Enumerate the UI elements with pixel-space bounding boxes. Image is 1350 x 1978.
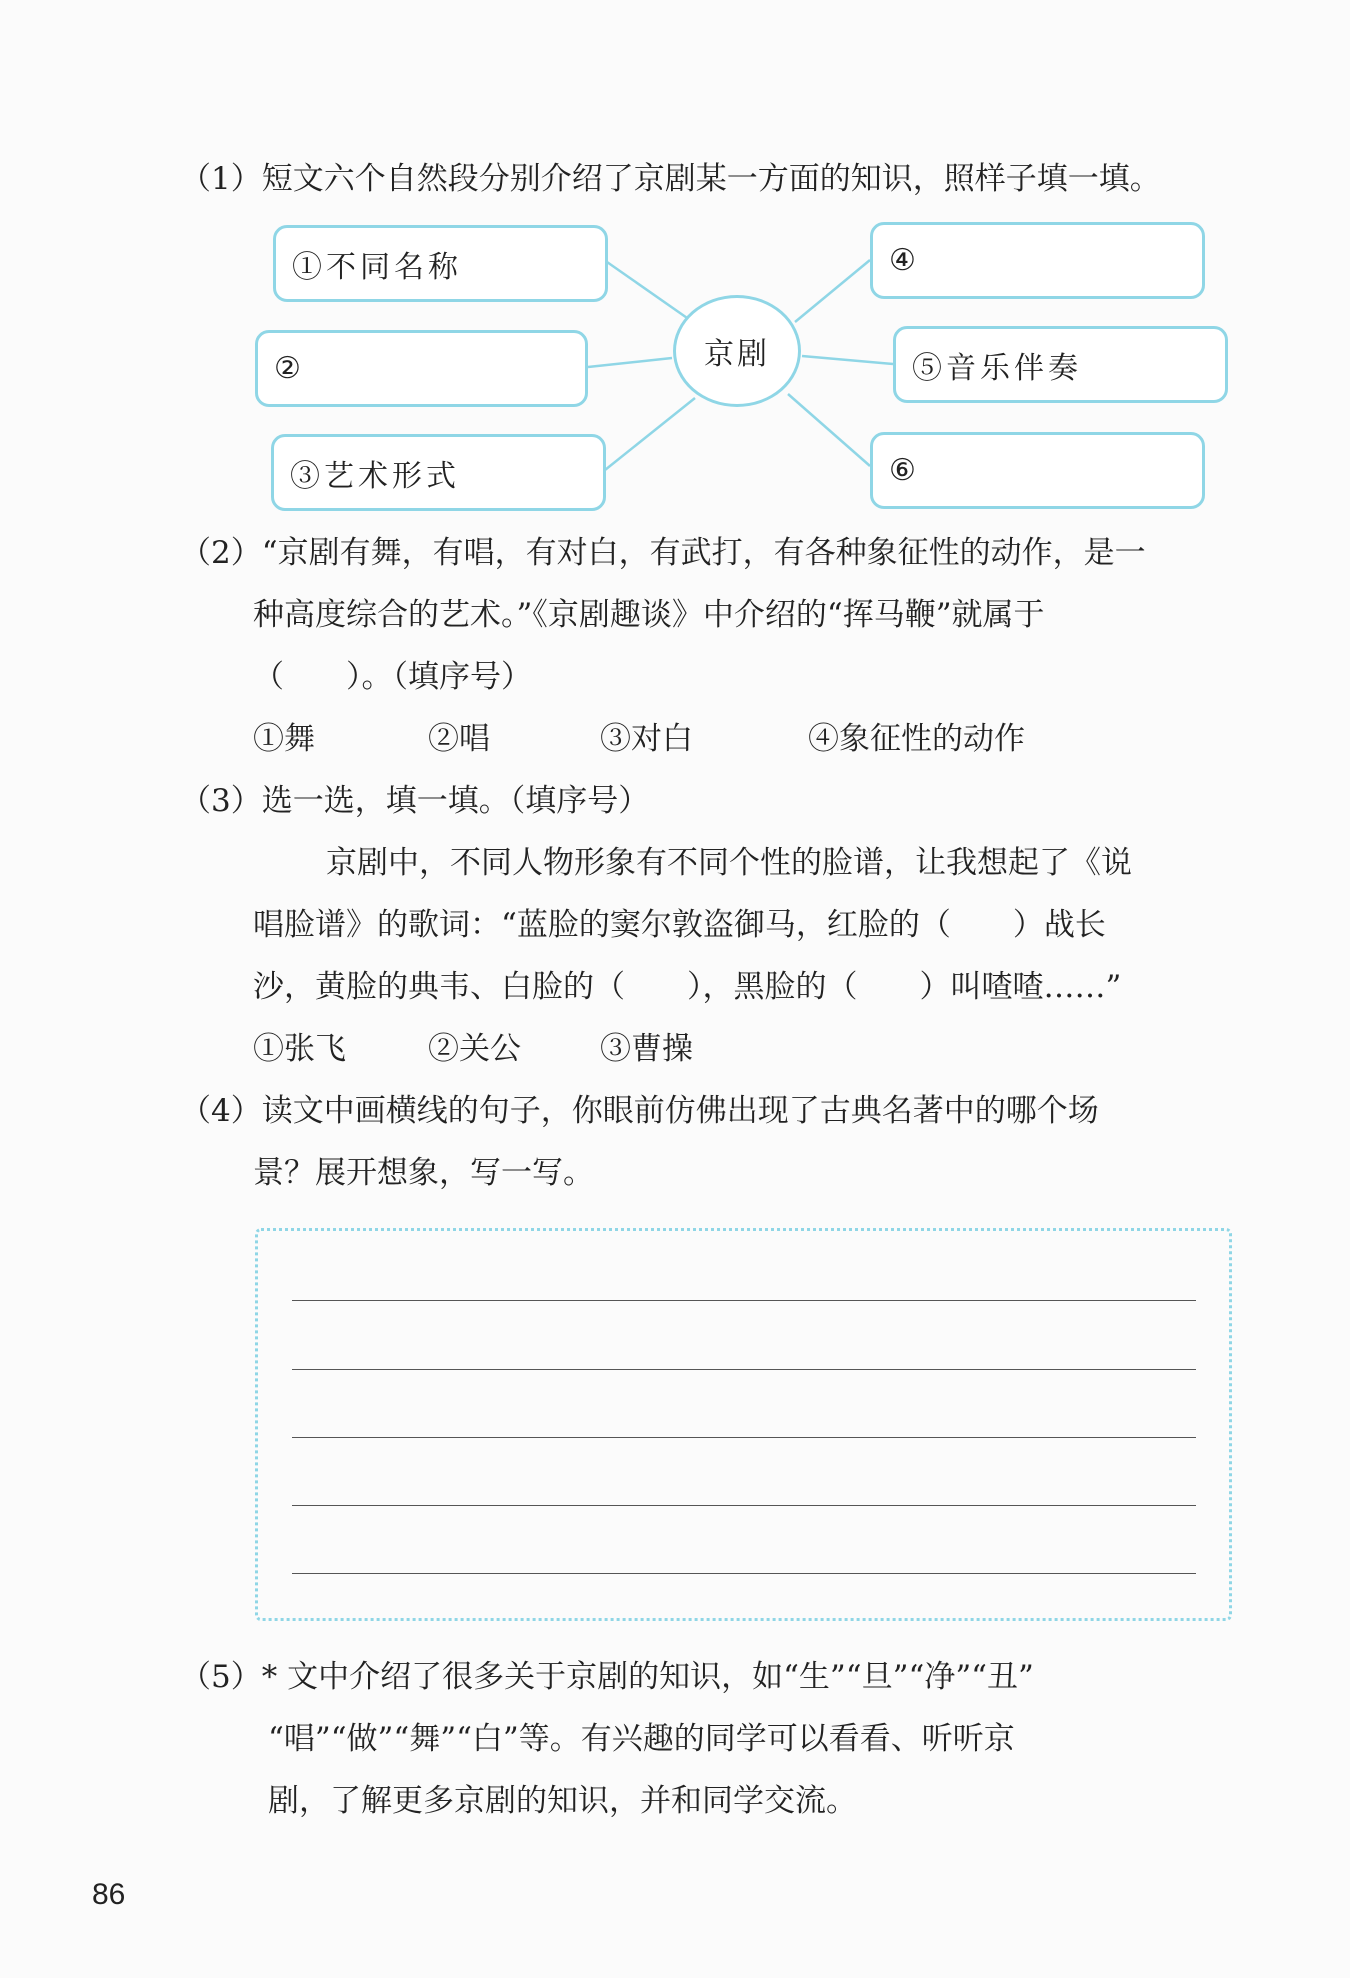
q3-line-1: （3）选一选，填一填。（填序号）	[180, 783, 650, 819]
q5-line-2: “唱”“做”“舞”“白”等。有兴趣的同学可以看看、听听京	[268, 1721, 1015, 1757]
connector-4	[795, 260, 870, 322]
mind-map-node-4[interactable]: ④	[870, 222, 1205, 299]
mind-map-node-1: ①不同名称	[273, 225, 608, 302]
q3-option-1: ①张飞	[253, 1031, 346, 1067]
answer-line-1[interactable]	[292, 1300, 1196, 1301]
q3-line-3: 唱脸谱》的歌词：“蓝脸的窦尔敦盗御马，红脸的（ ）战长	[253, 907, 1106, 943]
connector-3	[605, 398, 695, 470]
q3-line-2: 京剧中，不同人物形象有不同个性的脸谱，让我想起了《说	[326, 845, 1132, 881]
mind-map-node-5: ⑤音乐伴奏	[893, 326, 1228, 403]
answer-line-3[interactable]	[292, 1437, 1196, 1438]
mind-map-node-2[interactable]: ②	[255, 330, 588, 407]
q4-line-1: （4）读文中画横线的句子，你眼前仿佛出现了古典名著中的哪个场	[180, 1093, 1099, 1129]
q2-line-2: 种高度综合的艺术。”《京剧趣谈》中介绍的“挥马鞭”就属于	[253, 597, 1045, 633]
q4-answer-area[interactable]	[255, 1228, 1232, 1621]
answer-line-2[interactable]	[292, 1369, 1196, 1370]
connector-6	[788, 394, 870, 466]
q2-option-3: ③对白	[600, 721, 693, 757]
q2-option-2: ②唱	[428, 721, 490, 757]
answer-line-5[interactable]	[292, 1573, 1196, 1574]
mind-map-center: 京剧	[673, 295, 801, 407]
page-number: 86	[92, 1878, 126, 1911]
mind-map-node-3: ③艺术形式	[271, 434, 606, 511]
connector-2	[588, 358, 672, 367]
q5-line-1: （5）* 文中介绍了很多关于京剧的知识，如“生”“旦”“净”“丑”	[180, 1659, 1034, 1695]
q3-option-3: ③曹操	[600, 1031, 693, 1067]
q2-line-3: （ ）。（填序号）	[253, 659, 532, 695]
connector-5	[802, 356, 893, 364]
q3-line-4: 沙，黄脸的典韦、白脸的（ ），黑脸的（ ）叫喳喳……”	[253, 969, 1122, 1005]
q3-option-2: ②关公	[428, 1031, 521, 1067]
q5-line-3: 剧，了解更多京剧的知识，并和同学交流。	[268, 1783, 857, 1819]
mind-map-node-6[interactable]: ⑥	[870, 432, 1205, 509]
connector-1	[607, 262, 690, 320]
q2-option-4: ④象征性的动作	[808, 721, 1025, 757]
q1-prompt: （1）短文六个自然段分别介绍了京剧某一方面的知识，照样子填一填。	[180, 161, 1161, 197]
q4-line-2: 景？展开想象，写一写。	[253, 1155, 594, 1191]
q2-option-1: ①舞	[253, 721, 315, 757]
q2-line-1: （2）“京剧有舞，有唱，有对白，有武打，有各种象征性的动作，是一	[180, 535, 1146, 571]
answer-line-4[interactable]	[292, 1505, 1196, 1506]
